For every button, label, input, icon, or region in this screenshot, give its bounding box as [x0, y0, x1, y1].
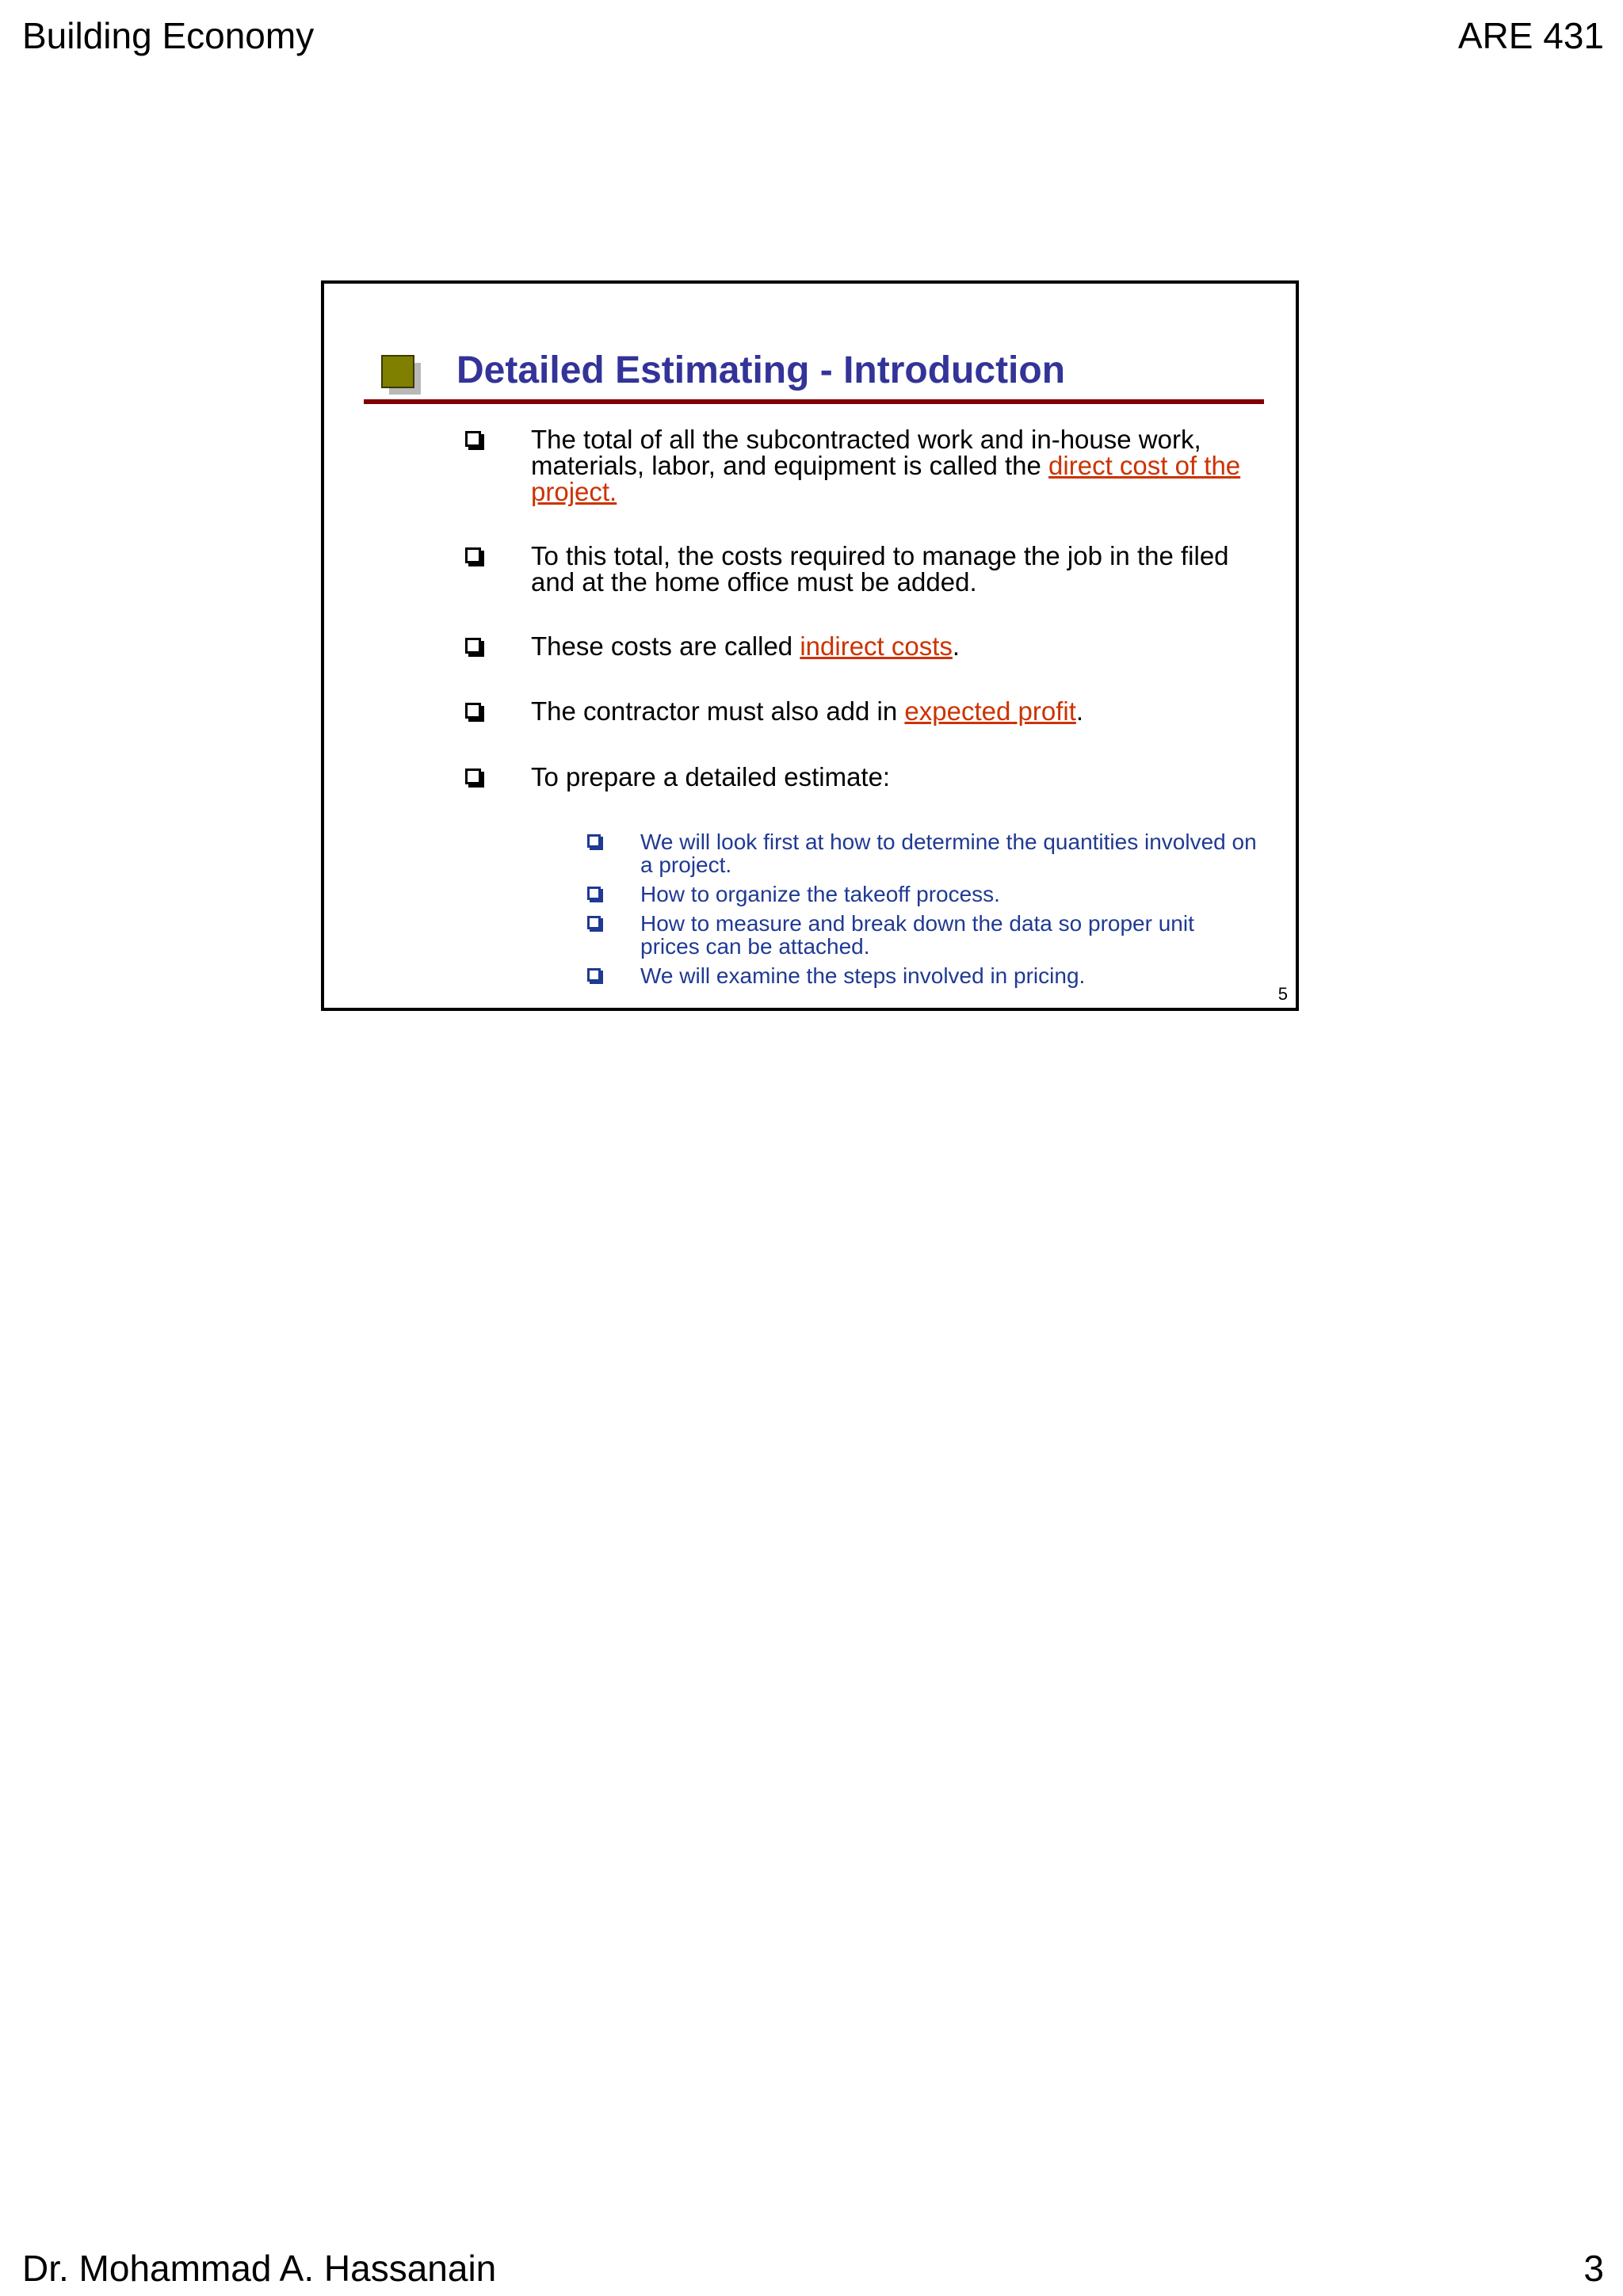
checkbox-bullet-icon: [587, 968, 601, 982]
bullet-text: The contractor must also add in: [531, 696, 905, 726]
square-bullet-icon: [381, 355, 421, 395]
indirect-costs-link[interactable]: indirect costs: [800, 631, 953, 661]
checkbox-bullet-icon: [465, 638, 481, 654]
sub-bullet-text: How to measure and break down the data so proper unit prices can be attached.: [640, 911, 1194, 959]
course-code: ARE 431: [1457, 15, 1604, 56]
checkbox-bullet-icon: [587, 887, 601, 900]
bullet-text-end: .: [952, 631, 960, 661]
author-name: Dr. Mohammad A. Hassanain: [22, 2248, 497, 2289]
bullet-text: The total of all the subcontracted work and in-house work, materials, labor, and equipment is called the: [531, 425, 1201, 480]
slide-title: Detailed Estimating - Introduction: [456, 349, 1066, 391]
checkbox-bullet-icon: [465, 431, 481, 447]
slide: [321, 280, 1299, 1011]
checkbox-bullet-icon: [465, 547, 481, 563]
sub-bullet-text: We will examine the steps involved in pricing.: [640, 963, 1086, 988]
expected-profit-link[interactable]: expected profit: [904, 696, 1076, 726]
checkbox-bullet-icon: [465, 769, 481, 784]
checkbox-bullet-icon: [587, 834, 601, 848]
course-title: Building Economy: [22, 15, 315, 56]
sub-bullet-text: We will look first at how to determine the quantities involved on a project.: [640, 830, 1257, 877]
checkbox-bullet-icon: [587, 916, 601, 929]
page-number: 3: [1583, 2248, 1604, 2289]
bullet-text-end: .: [1075, 696, 1084, 726]
bullet-text: To prepare a detailed estimate:: [531, 762, 891, 791]
slide-number: 5: [1277, 984, 1288, 1004]
bullet-text: These costs are called: [531, 631, 800, 661]
bullet-text: To this total, the costs required to manage the job in the filed and at the home office must be added.: [531, 541, 1229, 597]
checkbox-bullet-icon: [465, 703, 481, 719]
direct-cost-link[interactable]: direct cost of the project.: [531, 451, 1241, 506]
sub-bullet-text: How to organize the takeoff process.: [640, 882, 1000, 906]
title-divider: [364, 399, 1264, 404]
